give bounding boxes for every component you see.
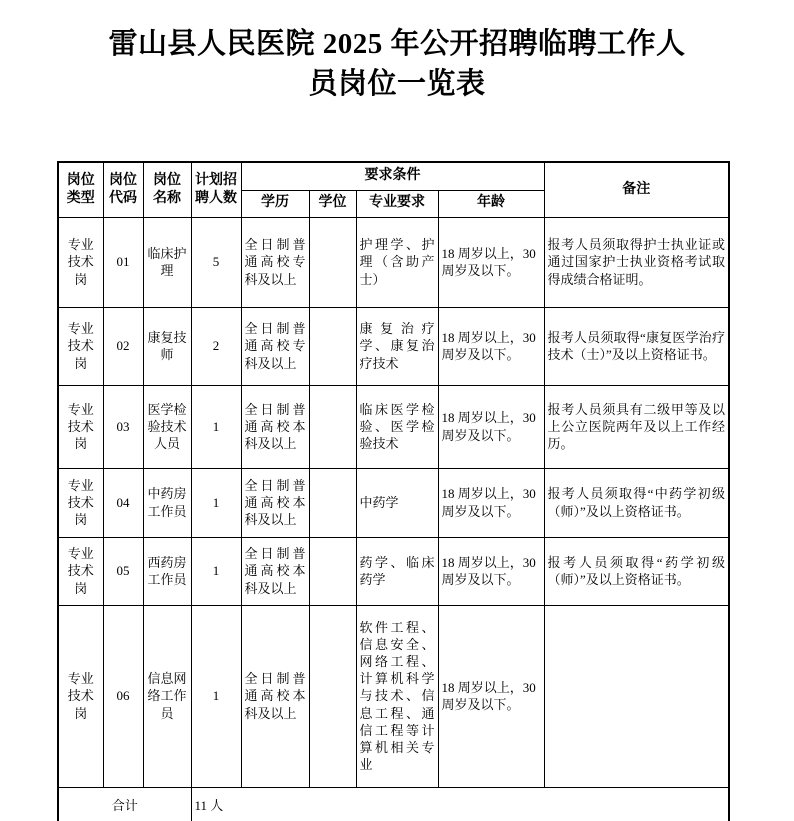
cell-age: 18 周岁以上，30 周岁及以下。 [438, 385, 544, 468]
cell-major: 软件工程、信息安全、网络工程、计算机科学与技术、信息工程、通信工程等计算机相关专业 [356, 605, 438, 787]
table-row [58, 468, 729, 537]
recruitment-table [57, 161, 730, 821]
table-row [58, 605, 729, 787]
cell-planned-count: 1 [191, 605, 241, 787]
col-header-remarks: 备注 [544, 162, 729, 217]
table-row [58, 307, 729, 385]
cell-age: 18 周岁以上，30 周岁及以下。 [438, 537, 544, 605]
cell-major: 中药学 [356, 468, 438, 537]
cell-degree [309, 217, 356, 307]
cell-degree [309, 468, 356, 537]
cell-education: 全日制普通高校专科及以上 [241, 217, 309, 307]
cell-position-type: 专业技术岗 [58, 537, 103, 605]
cell-position-code: 05 [103, 537, 143, 605]
cell-position-type: 专业技术岗 [58, 385, 103, 468]
cell-education: 全日制普通高校本科及以上 [241, 605, 309, 787]
cell-position-code: 06 [103, 605, 143, 787]
cell-position-code: 03 [103, 385, 143, 468]
table-row [58, 217, 729, 307]
cell-position-type: 专业技术岗 [58, 605, 103, 787]
cell-age: 18 周岁以上，30 周岁及以下。 [438, 217, 544, 307]
col-header-position-type: 岗位类型 [58, 162, 103, 217]
cell-position-type: 专业技术岗 [58, 307, 103, 385]
cell-age: 18 周岁以上，30 周岁及以下。 [438, 468, 544, 537]
cell-remarks: 报考人员须取得“药学初级（师）”及以上资格证书。 [544, 537, 729, 605]
cell-major: 药学、临床药学 [356, 537, 438, 605]
total-label: 合计 [58, 787, 191, 821]
cell-remarks: 报考人员须取得“康复医学治疗技术（士）”及以上资格证书。 [544, 307, 729, 385]
total-value: 11 人 [191, 787, 729, 821]
cell-planned-count: 1 [191, 468, 241, 537]
col-header-planned-headcount: 计划招聘人数 [191, 162, 241, 217]
cell-major: 护理学、护理（含助产士） [356, 217, 438, 307]
cell-degree [309, 307, 356, 385]
cell-position-name: 康复技师 [143, 307, 191, 385]
col-header-requirements: 要求条件 [241, 162, 544, 190]
cell-position-name: 医学检验技术人员 [143, 385, 191, 468]
col-header-age: 年龄 [438, 190, 544, 217]
cell-position-code: 01 [103, 217, 143, 307]
col-header-major: 专业要求 [356, 190, 438, 217]
cell-position-code: 02 [103, 307, 143, 385]
header-row-1 [58, 162, 729, 190]
cell-education: 全日制普通高校本科及以上 [241, 537, 309, 605]
page-title: 雷山县人民医院 2025 年公开招聘临聘工作人员岗位一览表 [108, 28, 686, 101]
col-header-position-name: 岗位名称 [143, 162, 191, 217]
cell-remarks [544, 605, 729, 787]
cell-planned-count: 1 [191, 385, 241, 468]
cell-position-code: 04 [103, 468, 143, 537]
cell-position-name: 中药房工作员 [143, 468, 191, 537]
cell-remarks: 报考人员须取得“中药学初级（师）”及以上资格证书。 [544, 468, 729, 537]
cell-position-type: 专业技术岗 [58, 468, 103, 537]
cell-education: 全日制普通高校本科及以上 [241, 468, 309, 537]
total-row [58, 787, 729, 821]
col-header-position-code: 岗位代码 [103, 162, 143, 217]
cell-position-name: 信息网络工作员 [143, 605, 191, 787]
cell-planned-count: 5 [191, 217, 241, 307]
document-page [0, 24, 794, 821]
cell-education: 全日制普通高校本科及以上 [241, 385, 309, 468]
cell-position-name: 临床护理 [143, 217, 191, 307]
cell-position-type: 专业技术岗 [58, 217, 103, 307]
cell-age: 18 周岁以上，30 周岁及以下。 [438, 605, 544, 787]
cell-age: 18 周岁以上，30 周岁及以下。 [438, 307, 544, 385]
table-row [58, 537, 729, 605]
cell-degree [309, 385, 356, 468]
cell-degree [309, 537, 356, 605]
cell-education: 全日制普通高校专科及以上 [241, 307, 309, 385]
cell-position-name: 西药房工作员 [143, 537, 191, 605]
col-header-education: 学历 [241, 190, 309, 217]
cell-major: 康复治疗学、康复治疗技术 [356, 307, 438, 385]
table-row [58, 385, 729, 468]
cell-major: 临床医学检验、医学检验技术 [356, 385, 438, 468]
cell-remarks: 报考人员须取得护士执业证或通过国家护士执业资格考试取得成绩合格证明。 [544, 217, 729, 307]
col-header-degree: 学位 [309, 190, 356, 217]
cell-remarks: 报考人员须具有二级甲等及以上公立医院两年及以上工作经历。 [544, 385, 729, 468]
cell-planned-count: 1 [191, 537, 241, 605]
cell-degree [309, 605, 356, 787]
cell-planned-count: 2 [191, 307, 241, 385]
